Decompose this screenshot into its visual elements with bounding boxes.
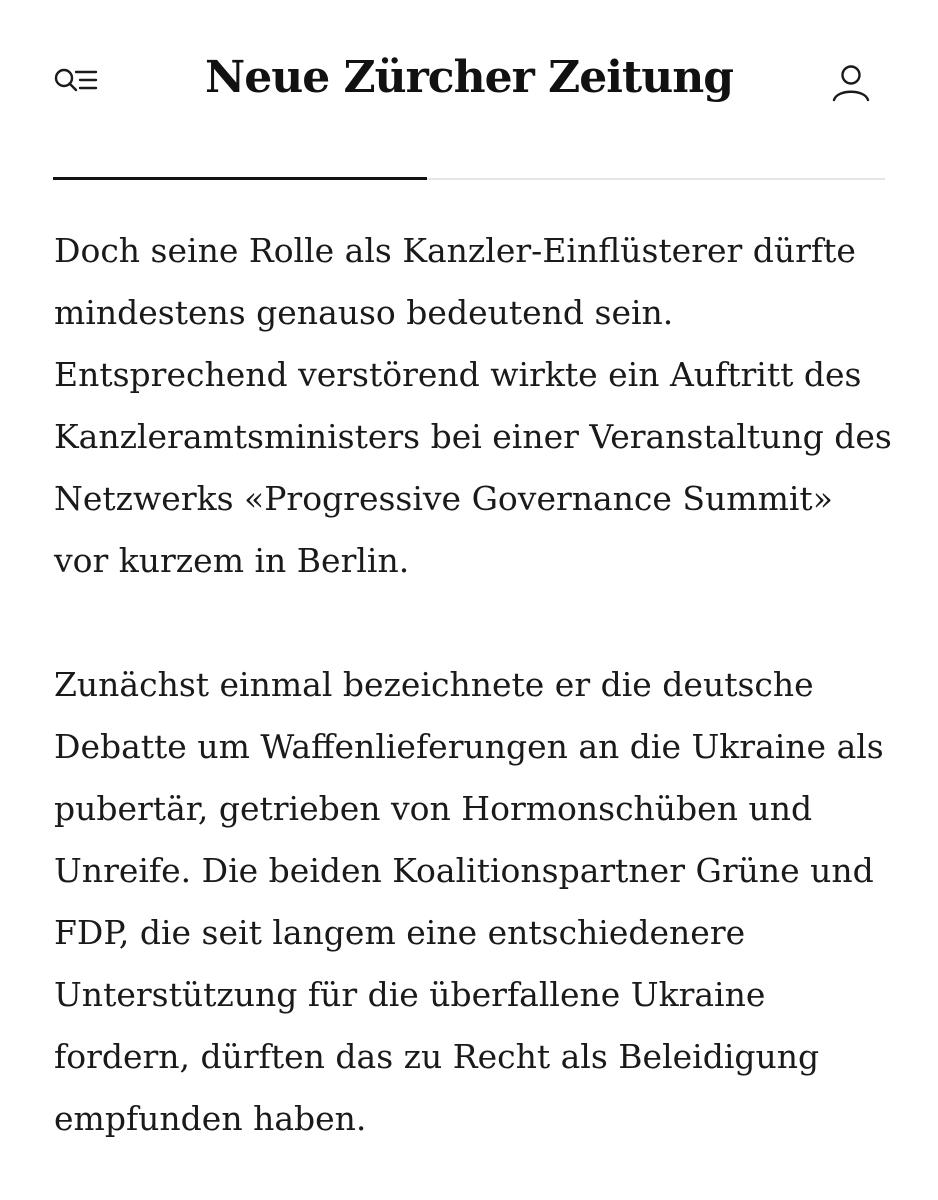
article-paragraph: Zunächst einmal bezeichnete er die deutsche Debatte um Waffenlieferungen an die Ukraine als pubertär, getrieben von Hormonschüben und Unreife. Die beiden Koalitionspartner Grüne und FDP, die seit langem eine entschiedenere Unterstützung für die überfallene Ukraine fordern, dürften das zu Recht als Beleidigung empfunden haben.: [54, 665, 884, 1138]
account-button[interactable]: [830, 62, 872, 104]
app-header: [0, 0, 938, 160]
article-paragraph: Doch seine Rolle als Kanzler-Einflüsterer dürfte mindestens genauso bedeutend sein. Entsprechend verstörend wirkte ein Auftritt des Kanzleramtsministers bei einer Veranstaltung des Netzwerks «Progressive Governance Summit» vor kurzem in Berlin.: [54, 231, 892, 580]
site-logo[interactable]: Neue Zürcher Zeitung: [205, 52, 733, 103]
article-body: [54, 220, 894, 1150]
reading-progress-bar: [53, 177, 427, 180]
user-icon: [830, 62, 872, 104]
